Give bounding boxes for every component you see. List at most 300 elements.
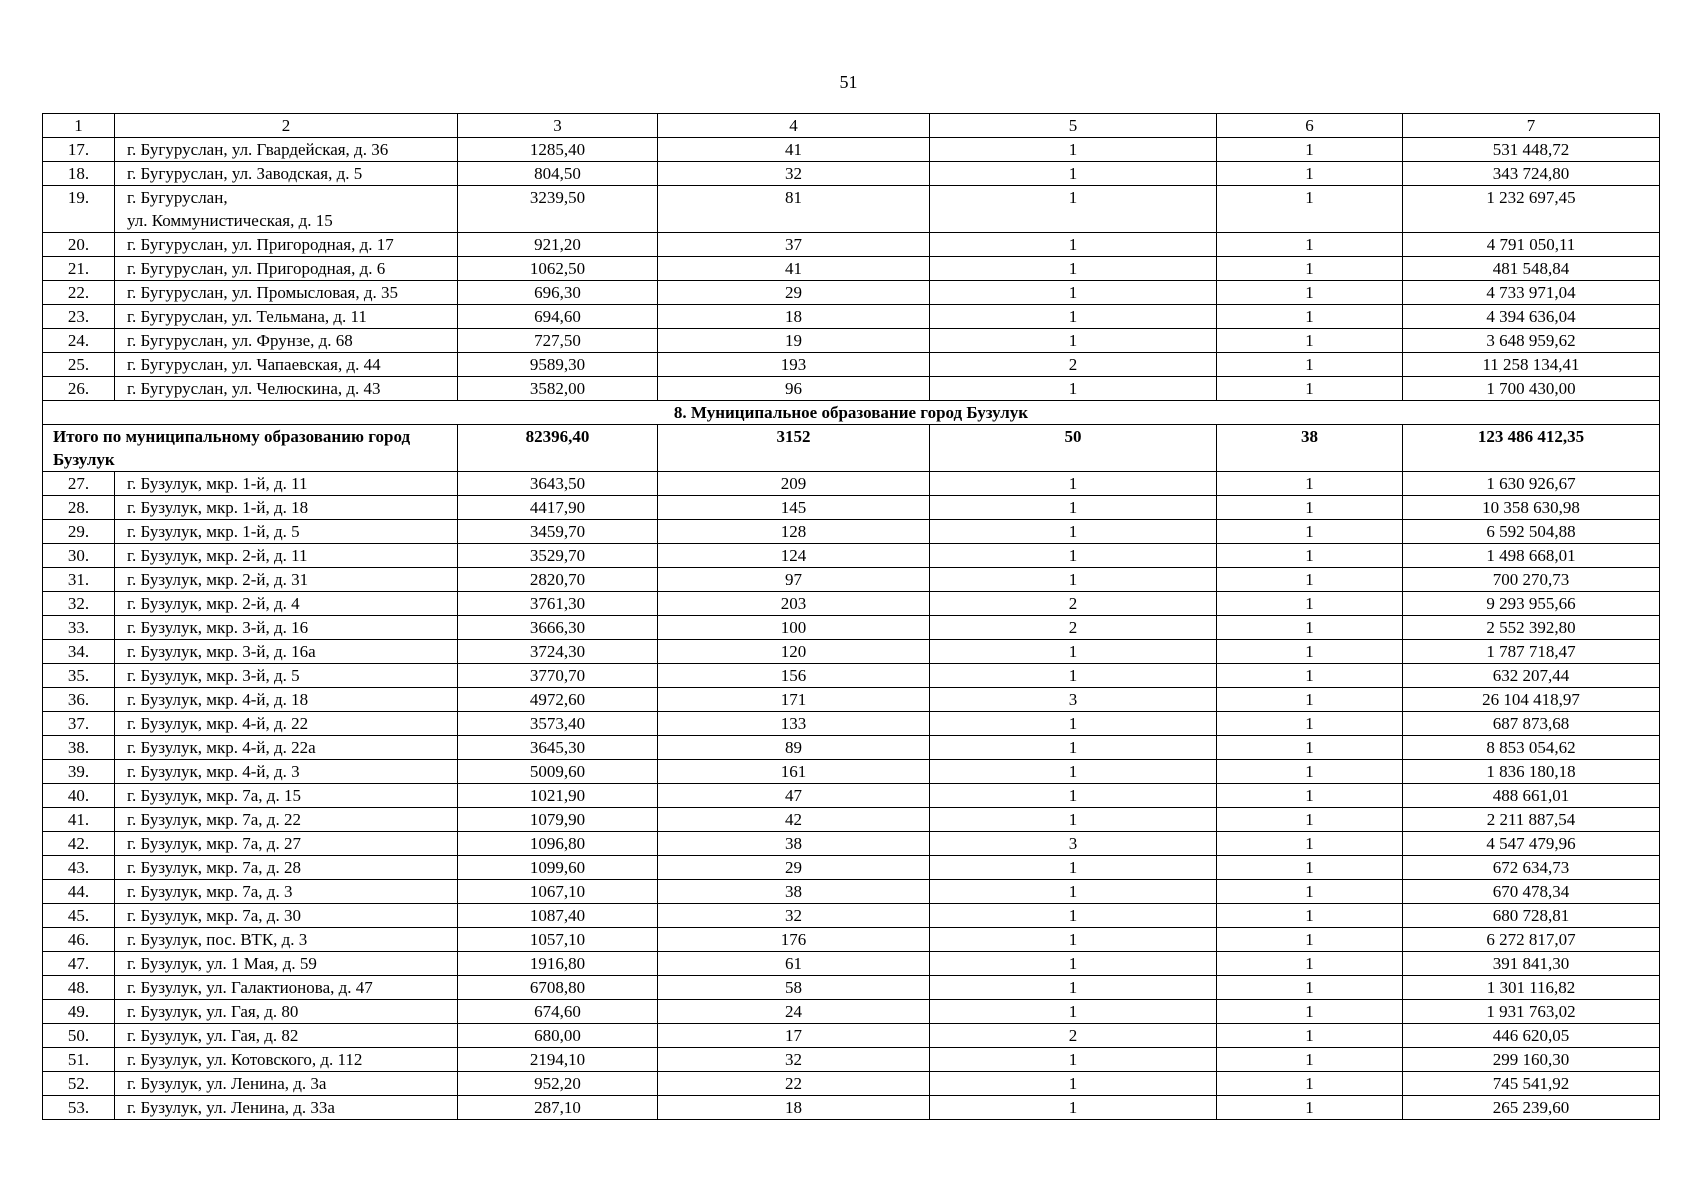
- row-residents: 32: [658, 904, 930, 928]
- table-row: [43, 640, 1660, 664]
- row-col5: 1: [930, 281, 1217, 305]
- row-col5: 1: [930, 544, 1217, 568]
- row-col5: 1: [930, 1048, 1217, 1072]
- row-area: 952,20: [458, 1072, 658, 1096]
- total-row: [43, 425, 1660, 472]
- row-area: 5009,60: [458, 760, 658, 784]
- row-cost: 687 873,68: [1403, 712, 1660, 736]
- row-col6: 1: [1217, 257, 1403, 281]
- row-number: 22.: [43, 281, 115, 305]
- row-area: 694,60: [458, 305, 658, 329]
- row-residents: 38: [658, 880, 930, 904]
- row-col5: 1: [930, 856, 1217, 880]
- row-residents: 22: [658, 1072, 930, 1096]
- row-col6: 1: [1217, 1096, 1403, 1120]
- row-cost: 488 661,01: [1403, 784, 1660, 808]
- row-col5: 2: [930, 1024, 1217, 1048]
- row-col5: 1: [930, 162, 1217, 186]
- row-number: 34.: [43, 640, 115, 664]
- row-residents: 41: [658, 257, 930, 281]
- row-col6: 1: [1217, 880, 1403, 904]
- row-address: г. Бузулук, мкр. 4-й, д. 22а: [115, 736, 458, 760]
- row-address: г. Бузулук, мкр. 3-й, д. 16а: [115, 640, 458, 664]
- table-row: [43, 281, 1660, 305]
- row-cost: 6 272 817,07: [1403, 928, 1660, 952]
- row-residents: 29: [658, 856, 930, 880]
- row-residents: 97: [658, 568, 930, 592]
- table-row: [43, 162, 1660, 186]
- row-number: 33.: [43, 616, 115, 640]
- row-area: 9589,30: [458, 353, 658, 377]
- row-cost: 745 541,92: [1403, 1072, 1660, 1096]
- row-area: 1067,10: [458, 880, 658, 904]
- row-residents: 161: [658, 760, 930, 784]
- row-residents: 171: [658, 688, 930, 712]
- row-cost: 6 592 504,88: [1403, 520, 1660, 544]
- header-cell-7: 7: [1403, 114, 1660, 138]
- row-col5: 1: [930, 664, 1217, 688]
- row-col6: 1: [1217, 496, 1403, 520]
- total-col5: 50: [930, 425, 1217, 472]
- row-address: г. Бугуруслан, ул. Фрунзе, д. 68: [115, 329, 458, 353]
- row-number: 51.: [43, 1048, 115, 1072]
- row-col6: 1: [1217, 281, 1403, 305]
- row-number: 44.: [43, 880, 115, 904]
- row-col6: 1: [1217, 976, 1403, 1000]
- row-col5: 3: [930, 688, 1217, 712]
- row-col5: 1: [930, 568, 1217, 592]
- row-col5: 1: [930, 329, 1217, 353]
- section-row: [43, 401, 1660, 425]
- row-address: г. Бузулук, мкр. 7а, д. 30: [115, 904, 458, 928]
- row-residents: 29: [658, 281, 930, 305]
- row-cost: 1 931 763,02: [1403, 1000, 1660, 1024]
- row-address: г. Бузулук, ул. Гая, д. 82: [115, 1024, 458, 1048]
- row-area: 3761,30: [458, 592, 658, 616]
- row-number: 24.: [43, 329, 115, 353]
- row-number: 30.: [43, 544, 115, 568]
- row-cost: 26 104 418,97: [1403, 688, 1660, 712]
- row-address: г. Бузулук, мкр. 1-й, д. 5: [115, 520, 458, 544]
- row-address: г. Бузулук, мкр. 7а, д. 15: [115, 784, 458, 808]
- row-area: 3573,40: [458, 712, 658, 736]
- row-residents: 32: [658, 1048, 930, 1072]
- table-row: [43, 496, 1660, 520]
- row-number: 47.: [43, 952, 115, 976]
- row-address: г. Бузулук, мкр. 3-й, д. 16: [115, 616, 458, 640]
- row-address: г. Бузулук, мкр. 3-й, д. 5: [115, 664, 458, 688]
- row-area: 921,20: [458, 233, 658, 257]
- data-table: [42, 113, 1660, 1120]
- row-col6: 1: [1217, 760, 1403, 784]
- row-address: г. Бугуруслан, ул. Чапаевская, д. 44: [115, 353, 458, 377]
- row-address: г. Бугуруслан, ул. Коммунистическая, д. 15: [115, 186, 458, 233]
- row-col5: 1: [930, 1000, 1217, 1024]
- row-residents: 176: [658, 928, 930, 952]
- row-number: 41.: [43, 808, 115, 832]
- header-cell-3: 3: [458, 114, 658, 138]
- row-col5: 2: [930, 616, 1217, 640]
- row-cost: 2 552 392,80: [1403, 616, 1660, 640]
- row-area: 3643,50: [458, 472, 658, 496]
- row-address: г. Бузулук, мкр. 1-й, д. 11: [115, 472, 458, 496]
- row-cost: 1 498 668,01: [1403, 544, 1660, 568]
- row-cost: 481 548,84: [1403, 257, 1660, 281]
- total-cost: 123 486 412,35: [1403, 425, 1660, 472]
- row-col5: 1: [930, 952, 1217, 976]
- row-number: 40.: [43, 784, 115, 808]
- row-col6: 1: [1217, 784, 1403, 808]
- row-cost: 2 211 887,54: [1403, 808, 1660, 832]
- row-address: г. Бузулук, мкр. 7а, д. 27: [115, 832, 458, 856]
- row-number: 19.: [43, 186, 115, 233]
- row-area: 804,50: [458, 162, 658, 186]
- header-row: [43, 114, 1660, 138]
- table-row: [43, 233, 1660, 257]
- total-col6: 38: [1217, 425, 1403, 472]
- row-residents: 47: [658, 784, 930, 808]
- row-col6: 1: [1217, 1072, 1403, 1096]
- row-address: г. Бузулук, мкр. 7а, д. 3: [115, 880, 458, 904]
- row-address: г. Бугуруслан, ул. Гвардейская, д. 36: [115, 138, 458, 162]
- row-area: 3645,30: [458, 736, 658, 760]
- row-col6: 1: [1217, 664, 1403, 688]
- row-address: г. Бузулук, мкр. 2-й, д. 4: [115, 592, 458, 616]
- row-number: 26.: [43, 377, 115, 401]
- row-area: 1285,40: [458, 138, 658, 162]
- row-address: г. Бузулук, ул. 1 Мая, д. 59: [115, 952, 458, 976]
- row-col6: 1: [1217, 904, 1403, 928]
- row-cost: 4 733 971,04: [1403, 281, 1660, 305]
- row-address: г. Бузулук, мкр. 4-й, д. 18: [115, 688, 458, 712]
- row-number: 38.: [43, 736, 115, 760]
- row-residents: 96: [658, 377, 930, 401]
- row-col5: 1: [930, 233, 1217, 257]
- row-col5: 2: [930, 592, 1217, 616]
- table-row: [43, 952, 1660, 976]
- table-row: [43, 520, 1660, 544]
- row-col5: 1: [930, 880, 1217, 904]
- row-cost: 672 634,73: [1403, 856, 1660, 880]
- row-residents: 17: [658, 1024, 930, 1048]
- row-address: г. Бугуруслан, ул. Пригородная, д. 6: [115, 257, 458, 281]
- row-area: 1087,40: [458, 904, 658, 928]
- table-row: [43, 736, 1660, 760]
- row-number: 46.: [43, 928, 115, 952]
- row-number: 42.: [43, 832, 115, 856]
- table-row: [43, 616, 1660, 640]
- row-cost: 1 630 926,67: [1403, 472, 1660, 496]
- row-cost: 1 787 718,47: [1403, 640, 1660, 664]
- total-residents: 3152: [658, 425, 930, 472]
- row-col6: 1: [1217, 1024, 1403, 1048]
- row-cost: 1 301 116,82: [1403, 976, 1660, 1000]
- row-cost: 1 232 697,45: [1403, 186, 1660, 233]
- row-residents: 32: [658, 162, 930, 186]
- row-residents: 18: [658, 305, 930, 329]
- row-residents: 100: [658, 616, 930, 640]
- row-address: г. Бузулук, ул. Ленина, д. 33а: [115, 1096, 458, 1120]
- row-number: 25.: [43, 353, 115, 377]
- row-residents: 41: [658, 138, 930, 162]
- row-col6: 1: [1217, 832, 1403, 856]
- row-cost: 632 207,44: [1403, 664, 1660, 688]
- row-area: 3529,70: [458, 544, 658, 568]
- row-area: 4972,60: [458, 688, 658, 712]
- row-cost: 4 394 636,04: [1403, 305, 1660, 329]
- table-row: [43, 1000, 1660, 1024]
- row-cost: 11 258 134,41: [1403, 353, 1660, 377]
- row-area: 1079,90: [458, 808, 658, 832]
- row-cost: 8 853 054,62: [1403, 736, 1660, 760]
- row-address: г. Бугуруслан, ул. Пригородная, д. 17: [115, 233, 458, 257]
- row-number: 27.: [43, 472, 115, 496]
- row-col6: 1: [1217, 305, 1403, 329]
- row-number: 29.: [43, 520, 115, 544]
- row-col6: 1: [1217, 640, 1403, 664]
- row-address: г. Бузулук, мкр. 1-й, д. 18: [115, 496, 458, 520]
- row-number: 20.: [43, 233, 115, 257]
- row-col5: 1: [930, 305, 1217, 329]
- row-col5: 1: [930, 257, 1217, 281]
- row-area: 6708,80: [458, 976, 658, 1000]
- row-col5: 1: [930, 472, 1217, 496]
- row-col5: 1: [930, 138, 1217, 162]
- row-col6: 1: [1217, 544, 1403, 568]
- row-cost: 700 270,73: [1403, 568, 1660, 592]
- row-address: г. Бугуруслан, ул. Тельмана, д. 11: [115, 305, 458, 329]
- row-area: 2820,70: [458, 568, 658, 592]
- row-cost: 670 478,34: [1403, 880, 1660, 904]
- row-address: г. Бузулук, мкр. 7а, д. 22: [115, 808, 458, 832]
- table-row: [43, 568, 1660, 592]
- row-residents: 58: [658, 976, 930, 1000]
- table-row: [43, 928, 1660, 952]
- table-row: [43, 784, 1660, 808]
- row-cost: 10 358 630,98: [1403, 496, 1660, 520]
- row-number: 37.: [43, 712, 115, 736]
- row-area: 287,10: [458, 1096, 658, 1120]
- table-row: [43, 1048, 1660, 1072]
- row-col5: 1: [930, 186, 1217, 233]
- row-col5: 1: [930, 736, 1217, 760]
- row-residents: 133: [658, 712, 930, 736]
- row-number: 45.: [43, 904, 115, 928]
- row-number: 50.: [43, 1024, 115, 1048]
- header-cell-2: 2: [115, 114, 458, 138]
- row-residents: 42: [658, 808, 930, 832]
- row-col5: 1: [930, 640, 1217, 664]
- row-col5: 1: [930, 496, 1217, 520]
- row-number: 28.: [43, 496, 115, 520]
- row-area: 1916,80: [458, 952, 658, 976]
- row-area: 3239,50: [458, 186, 658, 233]
- row-address: г. Бугуруслан, ул. Челюскина, д. 43: [115, 377, 458, 401]
- table-row: [43, 592, 1660, 616]
- row-number: 35.: [43, 664, 115, 688]
- page-number: 51: [839, 72, 858, 92]
- row-area: 3459,70: [458, 520, 658, 544]
- table-row: [43, 138, 1660, 162]
- row-number: 17.: [43, 138, 115, 162]
- row-address: г. Бузулук, мкр. 2-й, д. 11: [115, 544, 458, 568]
- table-row: [43, 904, 1660, 928]
- row-col6: 1: [1217, 353, 1403, 377]
- row-residents: 156: [658, 664, 930, 688]
- row-area: 3770,70: [458, 664, 658, 688]
- row-col5: 1: [930, 808, 1217, 832]
- row-address: г. Бузулук, мкр. 2-й, д. 31: [115, 568, 458, 592]
- row-cost: 299 160,30: [1403, 1048, 1660, 1072]
- row-number: 39.: [43, 760, 115, 784]
- row-col6: 1: [1217, 736, 1403, 760]
- table-row: [43, 1024, 1660, 1048]
- table-row: [43, 976, 1660, 1000]
- row-address: г. Бузулук, мкр. 4-й, д. 22: [115, 712, 458, 736]
- table-row: [43, 664, 1660, 688]
- row-number: 48.: [43, 976, 115, 1000]
- table-row: [43, 688, 1660, 712]
- row-address: г. Бузулук, ул. Ленина, д. 3а: [115, 1072, 458, 1096]
- row-area: 1057,10: [458, 928, 658, 952]
- row-col5: 1: [930, 904, 1217, 928]
- row-address: г. Бузулук, пос. ВТК, д. 3: [115, 928, 458, 952]
- row-area: 1062,50: [458, 257, 658, 281]
- row-col5: 2: [930, 353, 1217, 377]
- row-address: г. Бузулук, ул. Котовского, д. 112: [115, 1048, 458, 1072]
- row-address: г. Бузулук, мкр. 7а, д. 28: [115, 856, 458, 880]
- row-col5: 1: [930, 784, 1217, 808]
- row-cost: 680 728,81: [1403, 904, 1660, 928]
- row-col6: 1: [1217, 138, 1403, 162]
- row-col6: 1: [1217, 377, 1403, 401]
- row-area: 3724,30: [458, 640, 658, 664]
- row-area: 3666,30: [458, 616, 658, 640]
- row-col6: 1: [1217, 520, 1403, 544]
- row-col6: 1: [1217, 592, 1403, 616]
- row-area: 696,30: [458, 281, 658, 305]
- row-col6: 1: [1217, 808, 1403, 832]
- row-number: 23.: [43, 305, 115, 329]
- table-row: [43, 1072, 1660, 1096]
- section-title: 8. Муниципальное образование город Бузулук: [43, 401, 1660, 425]
- table-row: [43, 257, 1660, 281]
- row-cost: 265 239,60: [1403, 1096, 1660, 1120]
- row-cost: 1 700 430,00: [1403, 377, 1660, 401]
- header-cell-1: 1: [43, 114, 115, 138]
- row-col6: 1: [1217, 712, 1403, 736]
- row-col5: 1: [930, 760, 1217, 784]
- row-address: г. Бузулук, мкр. 4-й, д. 3: [115, 760, 458, 784]
- table-row: [43, 832, 1660, 856]
- row-col6: 1: [1217, 1048, 1403, 1072]
- row-number: 31.: [43, 568, 115, 592]
- row-area: 727,50: [458, 329, 658, 353]
- table-row: [43, 353, 1660, 377]
- row-residents: 145: [658, 496, 930, 520]
- row-col6: 1: [1217, 688, 1403, 712]
- table-row: [43, 880, 1660, 904]
- row-area: 1096,80: [458, 832, 658, 856]
- row-col6: 1: [1217, 162, 1403, 186]
- row-residents: 37: [658, 233, 930, 257]
- row-col6: 1: [1217, 186, 1403, 233]
- row-col5: 1: [930, 928, 1217, 952]
- row-col6: 1: [1217, 329, 1403, 353]
- row-residents: 120: [658, 640, 930, 664]
- row-cost: 531 448,72: [1403, 138, 1660, 162]
- row-number: 49.: [43, 1000, 115, 1024]
- row-residents: 89: [658, 736, 930, 760]
- table-row: [43, 329, 1660, 353]
- table-row: [43, 472, 1660, 496]
- row-residents: 193: [658, 353, 930, 377]
- row-cost: 9 293 955,66: [1403, 592, 1660, 616]
- row-cost: 3 648 959,62: [1403, 329, 1660, 353]
- row-area: 1021,90: [458, 784, 658, 808]
- table-row: [43, 1096, 1660, 1120]
- row-col5: 1: [930, 976, 1217, 1000]
- row-address: г. Бузулук, ул. Галактионова, д. 47: [115, 976, 458, 1000]
- row-col5: 1: [930, 520, 1217, 544]
- row-residents: 81: [658, 186, 930, 233]
- row-address: г. Бугуруслан, ул. Заводская, д. 5: [115, 162, 458, 186]
- row-col6: 1: [1217, 928, 1403, 952]
- table-row: [43, 186, 1660, 233]
- row-number: 32.: [43, 592, 115, 616]
- row-col6: 1: [1217, 856, 1403, 880]
- row-residents: 124: [658, 544, 930, 568]
- row-residents: 61: [658, 952, 930, 976]
- header-cell-6: 6: [1217, 114, 1403, 138]
- row-col5: 3: [930, 832, 1217, 856]
- table-row: [43, 305, 1660, 329]
- table-row: [43, 856, 1660, 880]
- row-cost: 343 724,80: [1403, 162, 1660, 186]
- table-row: [43, 544, 1660, 568]
- row-col6: 1: [1217, 568, 1403, 592]
- table-row: [43, 760, 1660, 784]
- row-area: 2194,10: [458, 1048, 658, 1072]
- row-col5: 1: [930, 712, 1217, 736]
- table-row: [43, 712, 1660, 736]
- row-cost: 446 620,05: [1403, 1024, 1660, 1048]
- row-address: г. Бузулук, ул. Гая, д. 80: [115, 1000, 458, 1024]
- row-residents: 19: [658, 329, 930, 353]
- header-cell-4: 4: [658, 114, 930, 138]
- row-col6: 1: [1217, 233, 1403, 257]
- row-cost: 1 836 180,18: [1403, 760, 1660, 784]
- header-cell-5: 5: [930, 114, 1217, 138]
- row-residents: 128: [658, 520, 930, 544]
- row-area: 4417,90: [458, 496, 658, 520]
- row-cost: 4 791 050,11: [1403, 233, 1660, 257]
- table-row: [43, 377, 1660, 401]
- row-number: 53.: [43, 1096, 115, 1120]
- row-area: 674,60: [458, 1000, 658, 1024]
- row-residents: 18: [658, 1096, 930, 1120]
- row-number: 52.: [43, 1072, 115, 1096]
- row-cost: 391 841,30: [1403, 952, 1660, 976]
- row-residents: 38: [658, 832, 930, 856]
- row-area: 680,00: [458, 1024, 658, 1048]
- row-col6: 1: [1217, 1000, 1403, 1024]
- row-number: 18.: [43, 162, 115, 186]
- table-row: [43, 808, 1660, 832]
- row-residents: 203: [658, 592, 930, 616]
- row-cost: 4 547 479,96: [1403, 832, 1660, 856]
- row-number: 21.: [43, 257, 115, 281]
